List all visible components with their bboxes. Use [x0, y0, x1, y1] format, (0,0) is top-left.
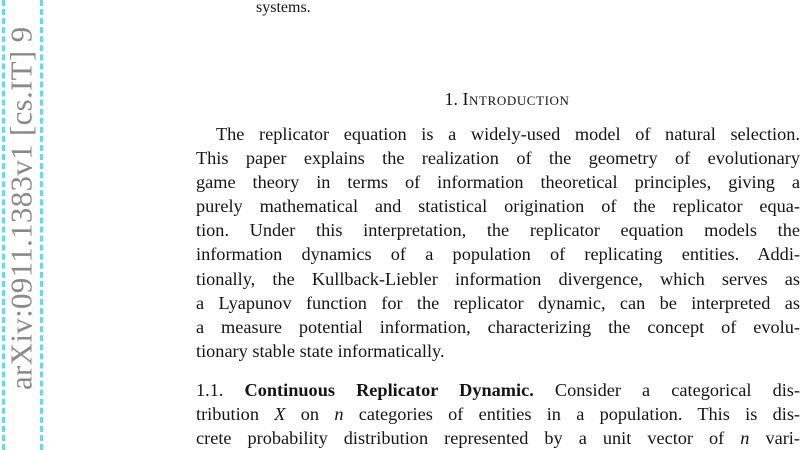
paragraph-line: tion. Under this interpretation, the replicator equation models the	[196, 220, 800, 241]
subsection-title: Continuous Replicator Dynamic.	[244, 380, 534, 400]
subsection-text: categories of entities in a population. This is dis-	[358, 404, 800, 425]
intro-paragraph	[196, 122, 800, 363]
stamp-border-right	[40, 0, 43, 450]
arxiv-identifier: arXiv:0911.1383v1 [cs.IT] 9	[3, 26, 39, 390]
paragraph-line: tionally, the Kullback-Liebler information divergence, which serves as	[196, 268, 800, 289]
subsection-number: 1.1.	[196, 380, 224, 400]
arxiv-stamp	[0, 0, 46, 450]
paragraph-line: game theory in terms of information theoretical principles, giving a	[196, 172, 800, 193]
subsection-text: on	[300, 404, 320, 425]
paragraph-line: tionary stable state informatically.	[196, 340, 445, 361]
paragraph-line: information dynamics of a population of replicating entities. Addi-	[196, 244, 800, 265]
paragraph-line: purely mathematical and statistical origination of the replicator equa-	[196, 196, 800, 217]
subsection-line	[196, 402, 800, 426]
paragraph-line: The replicator equation is a widely-used model of natural selection.	[216, 124, 800, 144]
subsection-text: tribution	[196, 404, 259, 425]
previous-page-fragment: systems.	[256, 0, 311, 16]
subsection-paragraph	[196, 378, 800, 450]
paragraph-line: This paper explains the realization of the geometry of evolutionary	[196, 148, 800, 169]
section-number: 1.	[444, 89, 458, 109]
subsection-line	[196, 426, 800, 450]
section-title: Introduction	[462, 89, 570, 109]
subsection-text: crete probability distribution represented by a unit vector of	[196, 428, 725, 449]
math-variable: n	[334, 404, 344, 425]
paragraph-line: a measure potential information, characterizing the concept of evolu-	[196, 316, 800, 337]
paragraph-line: a Lyapunov function for the replicator dynamic, can be interpreted as	[196, 292, 800, 313]
subsection-text: vari-	[765, 428, 800, 449]
math-variable: X	[274, 404, 286, 425]
subsection-text: Consider a categorical dis-	[554, 380, 800, 400]
subsection-line	[196, 378, 800, 402]
math-variable: n	[740, 428, 750, 449]
section-heading	[196, 88, 800, 110]
